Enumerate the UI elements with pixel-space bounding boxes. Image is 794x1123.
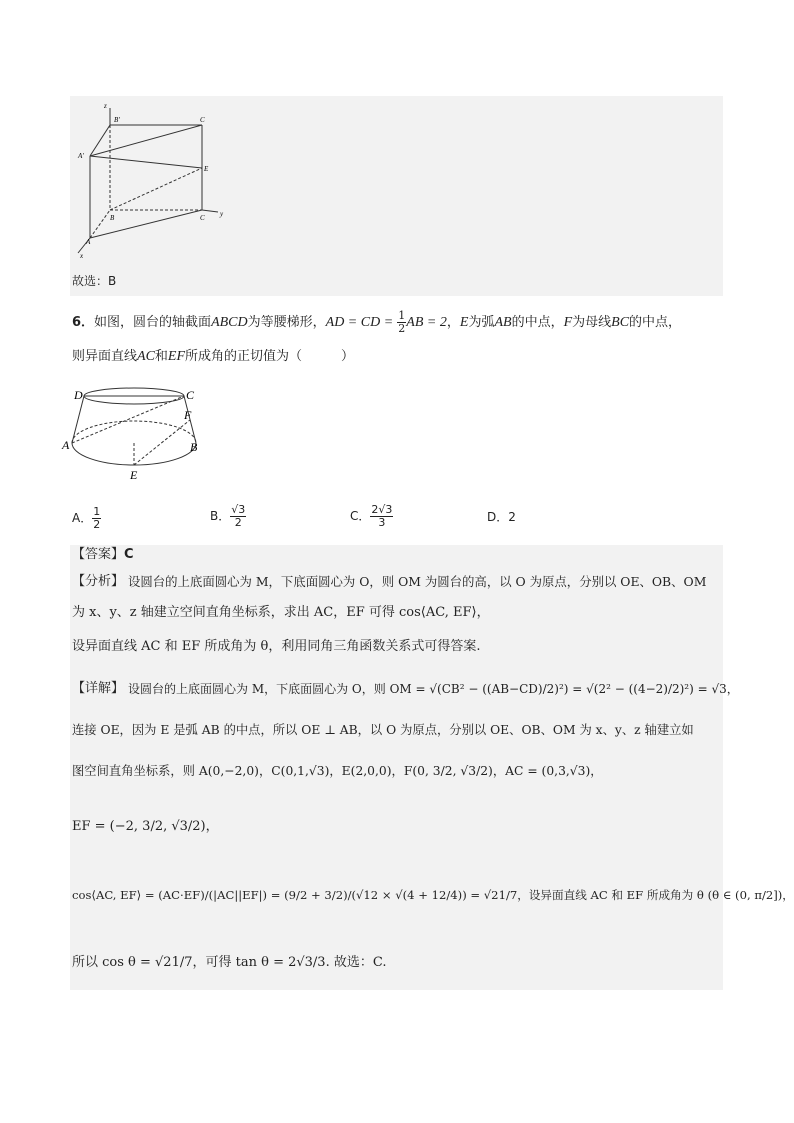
label-c: C xyxy=(200,214,205,222)
option-d[interactable]: D．2 xyxy=(487,510,516,524)
question-number: 6． xyxy=(72,315,95,330)
label-b1: B' xyxy=(114,116,120,124)
answer-line: 【答案】C xyxy=(72,547,134,562)
detail-label: 【详解】 xyxy=(72,681,125,696)
label-a1: A' xyxy=(78,152,84,160)
question-6-line-1: 6．如图，圆台的轴截面ABCD为等腰梯形，AD = CD = $\frac{1}{2}$ AB = 2，E为弧AB的中点，F为母线BC的中点， xyxy=(72,309,682,335)
label-y: y xyxy=(220,210,224,218)
detail-line-5: cos⟨AC, EF⟩ = (AC·EF)/(|AC||EF|) = (9/2 + 3/2)/(√12 × √(4 + 12/4)) = √21/7，设异面直线 AC 和 EF 所成角为 θ (θ ∈ (0, π/2])， xyxy=(72,888,794,902)
analysis-line-3: 设异面直线 AC 和 EF 所成角为 θ，利用同角三角函数关系式可得答案. xyxy=(72,639,481,654)
detail-line-4: EF = (−2, 3/2, √3/2)， xyxy=(72,819,219,834)
top-answer-text: 故选：B xyxy=(72,274,117,288)
label-a: A xyxy=(86,238,91,246)
label-b: B xyxy=(110,214,115,222)
label-e: E xyxy=(204,165,209,173)
option-a[interactable]: A． $\frac{1}{2}$ xyxy=(72,505,101,531)
fraction-half: $\frac{1}{2}$ xyxy=(398,309,406,335)
question-6-line-2: 则异面直线AC和EF所成角的正切值为（ ） xyxy=(72,349,355,364)
analysis-label: 【分析】 xyxy=(72,574,125,589)
frustum-label-d: D xyxy=(74,388,83,402)
frustum-label-a: A xyxy=(62,438,70,452)
frustum-label-b: B xyxy=(190,440,198,454)
frustum-figure xyxy=(62,385,202,485)
detail-line-6: 所以 cos θ = √21/7，可得 tan θ = 2√3/3. 故选：C. xyxy=(72,955,387,970)
frustum-label-f: F xyxy=(184,408,192,422)
cube-figure xyxy=(70,98,230,263)
frustum-label-e: E xyxy=(130,468,138,482)
frustum-label-c: C xyxy=(186,388,195,402)
option-b[interactable]: B． $\frac{√3}{2}$ xyxy=(210,503,246,529)
detail-line-2: 连接 OE，因为 E 是弧 AB 的中点，所以 OE ⊥ AB，以 O 为原点，分别以 OE、OB、OM 为 x、y、z 轴建立如 xyxy=(72,723,694,737)
detail-line-1: 设圆台的上底面圆心为 M，下底面圆心为 O，则 OM = √(CB² − ((AB−CD)/2)²) = √(2² − ((4−2)/2)²) = √3， xyxy=(128,682,739,696)
analysis-line-1: 设圆台的上底面圆心为 M，下底面圆心为 O，则 OM 为圆台的高，以 O 为原点，分别以 OE、OB、OM xyxy=(128,574,707,589)
label-x: x xyxy=(80,252,84,260)
label-z: z xyxy=(104,102,107,110)
detail-line-3: 图空间直角坐标系，则 A(0,−2,0)，C(0,1,√3)，E(2,0,0)，F(0, 3/2, √3/2)，AC = (0,3,√3)， xyxy=(72,764,603,778)
label-c1: C xyxy=(200,116,205,124)
option-c[interactable]: C． $\frac{2√3}{3}$ xyxy=(350,503,393,529)
analysis-line-2: 为 x、y、z 轴建立空间直角坐标系，求出 AC，EF 可得 cos⟨AC, EF⟩， xyxy=(72,605,490,620)
